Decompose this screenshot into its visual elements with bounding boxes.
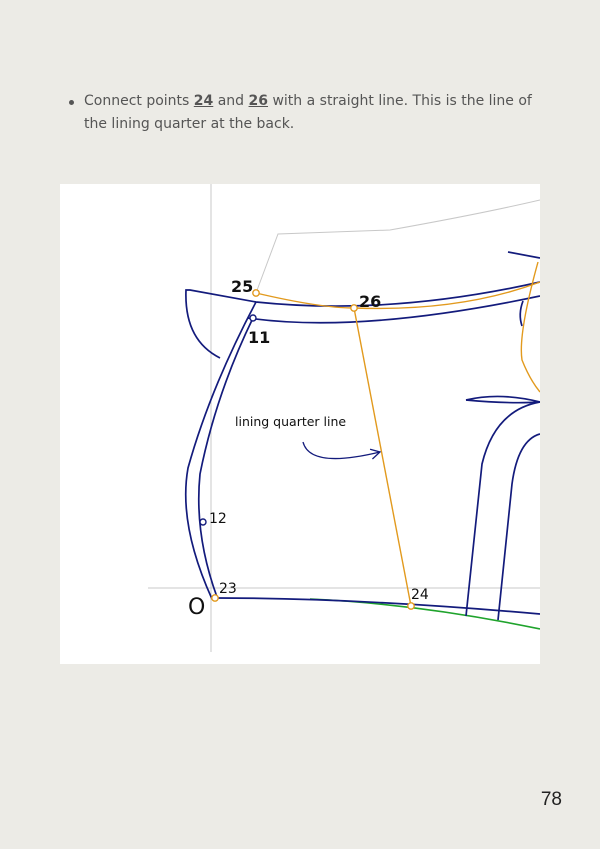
instruction-item: [64, 90, 544, 136]
instruction-text-middle: and: [213, 93, 249, 109]
point-ref-26: 26: [248, 93, 269, 109]
annotation-label: lining quarter line: [235, 414, 347, 429]
point-marker-26: [351, 305, 357, 311]
instruction-list: [64, 90, 544, 136]
point-ref-24: 24: [193, 93, 214, 109]
origin-label: O: [188, 595, 206, 620]
annotation-arrow: [303, 442, 380, 459]
pattern-drawing: [60, 184, 540, 664]
hem-line: [310, 599, 540, 629]
point-marker-12: [200, 519, 206, 525]
point-marker-25: [253, 290, 259, 296]
point-label-25: 25: [231, 277, 254, 296]
point-label-23: 23: [219, 581, 237, 597]
point-label-24: 24: [411, 587, 429, 603]
instruction-text-after: with a straight line. This is the line of the lining quarter at the back.: [84, 93, 532, 132]
pattern-diagram: [60, 184, 540, 664]
lining-lines: [211, 262, 540, 606]
point-label-11: 11: [248, 328, 271, 347]
point-label-12: 12: [209, 511, 227, 527]
point-marker-11: [250, 315, 256, 321]
point-label-26: 26: [359, 292, 382, 311]
point-marker-23: [212, 595, 218, 601]
instruction-text-before: Connect points: [84, 93, 194, 109]
point-marker-24: [408, 603, 414, 609]
waist-guide-curve: [256, 200, 540, 293]
page-number: 78: [540, 789, 562, 810]
